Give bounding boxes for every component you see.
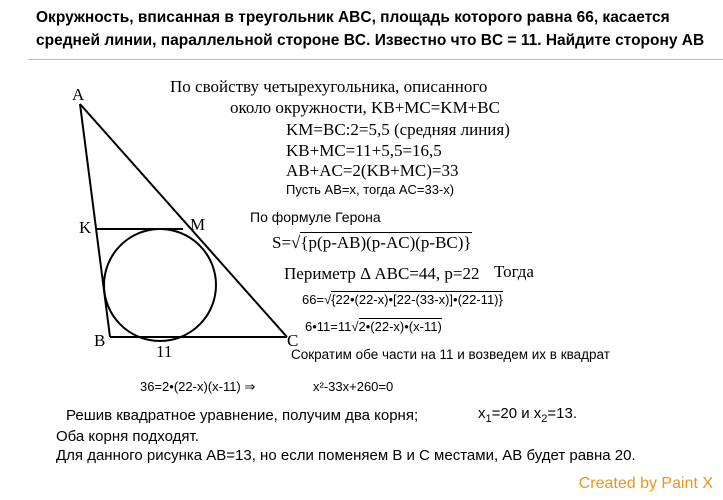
label-m: M: [190, 215, 206, 234]
watermark: Created by Paint X: [578, 475, 713, 492]
label-k: K: [79, 218, 92, 237]
substitution-line: [302, 292, 503, 307]
solution-line-1b: около окружности, KB+MC=KM+BC: [230, 98, 500, 117]
substitution-radicand: {22•(22-x)•[22-(33-x)]•(22-11)}: [331, 292, 503, 307]
perimeter-line: Периметр Δ ABC=44, p=22: [284, 264, 480, 283]
sqrt-icon: √: [324, 292, 332, 307]
quadratic-equation: x²-33x+260=0: [313, 379, 394, 394]
label-b: B: [94, 331, 106, 350]
solution-line-1a: По свойству четырехугольника, описанного: [170, 77, 488, 96]
root-value-1: =20 и: [491, 405, 534, 422]
root-sub-1: 1: [485, 413, 492, 425]
conclusion-line: Для данного рисунка AB=13, но если поменяем B и C местами, AB будет равна 20.: [56, 447, 636, 464]
root-var-1: x: [478, 405, 486, 422]
roots-line: Решив квадратное уравнение, получим два корня;: [66, 407, 419, 424]
then-word: Тогда: [494, 262, 534, 281]
root-var-2: x: [533, 405, 542, 422]
roots-values: [478, 405, 577, 425]
label-c: C: [287, 331, 299, 350]
solution-line-5: Пусть AB=x, тогда AC=33-x): [286, 182, 455, 197]
incircle: [104, 229, 216, 341]
problem-line-1: Окружность, вписанная в треугольник ABC, площадь которого равна 66, касается: [36, 9, 670, 26]
simplified-prefix: 6•11=11: [305, 319, 352, 334]
heron-radicand: {p(p-AB)(p-AC)(p-BC)}: [300, 233, 472, 252]
heron-formula: [272, 233, 472, 253]
heron-heading: По формуле Герона: [250, 209, 381, 225]
sqrt-icon: √: [291, 233, 301, 252]
substitution-prefix: 66=: [302, 292, 325, 307]
simplified-line: [305, 319, 442, 334]
simplified-radicand: 2•(22-x)•(x-11): [358, 319, 442, 334]
squared-equation: 36=2•(22-x)(x-11) ⇒: [140, 379, 256, 394]
root-sub-2: 2: [541, 413, 548, 425]
solution-line-4: AB+AC=2(KB+MC)=33: [286, 161, 459, 180]
root-value-2: =13.: [547, 405, 578, 422]
label-side-bc: 11: [156, 342, 173, 361]
solution-line-2: KM=BC:2=5,5 (средняя линия): [286, 120, 510, 139]
both-roots-line: Оба корня подходят.: [56, 428, 199, 445]
sqrt-icon: √: [351, 319, 359, 334]
reduce-line: Сократим обе части на 11 и возведем их в квадрат: [291, 347, 610, 362]
label-a: A: [72, 85, 85, 104]
solution-line-3: KB+MC=11+5,5=16,5: [286, 141, 442, 160]
problem-line-2: средней линии, параллельной стороне BC. Известно что BC = 11. Найдите сторону AB: [36, 32, 705, 49]
heron-prefix: S=: [272, 233, 292, 252]
